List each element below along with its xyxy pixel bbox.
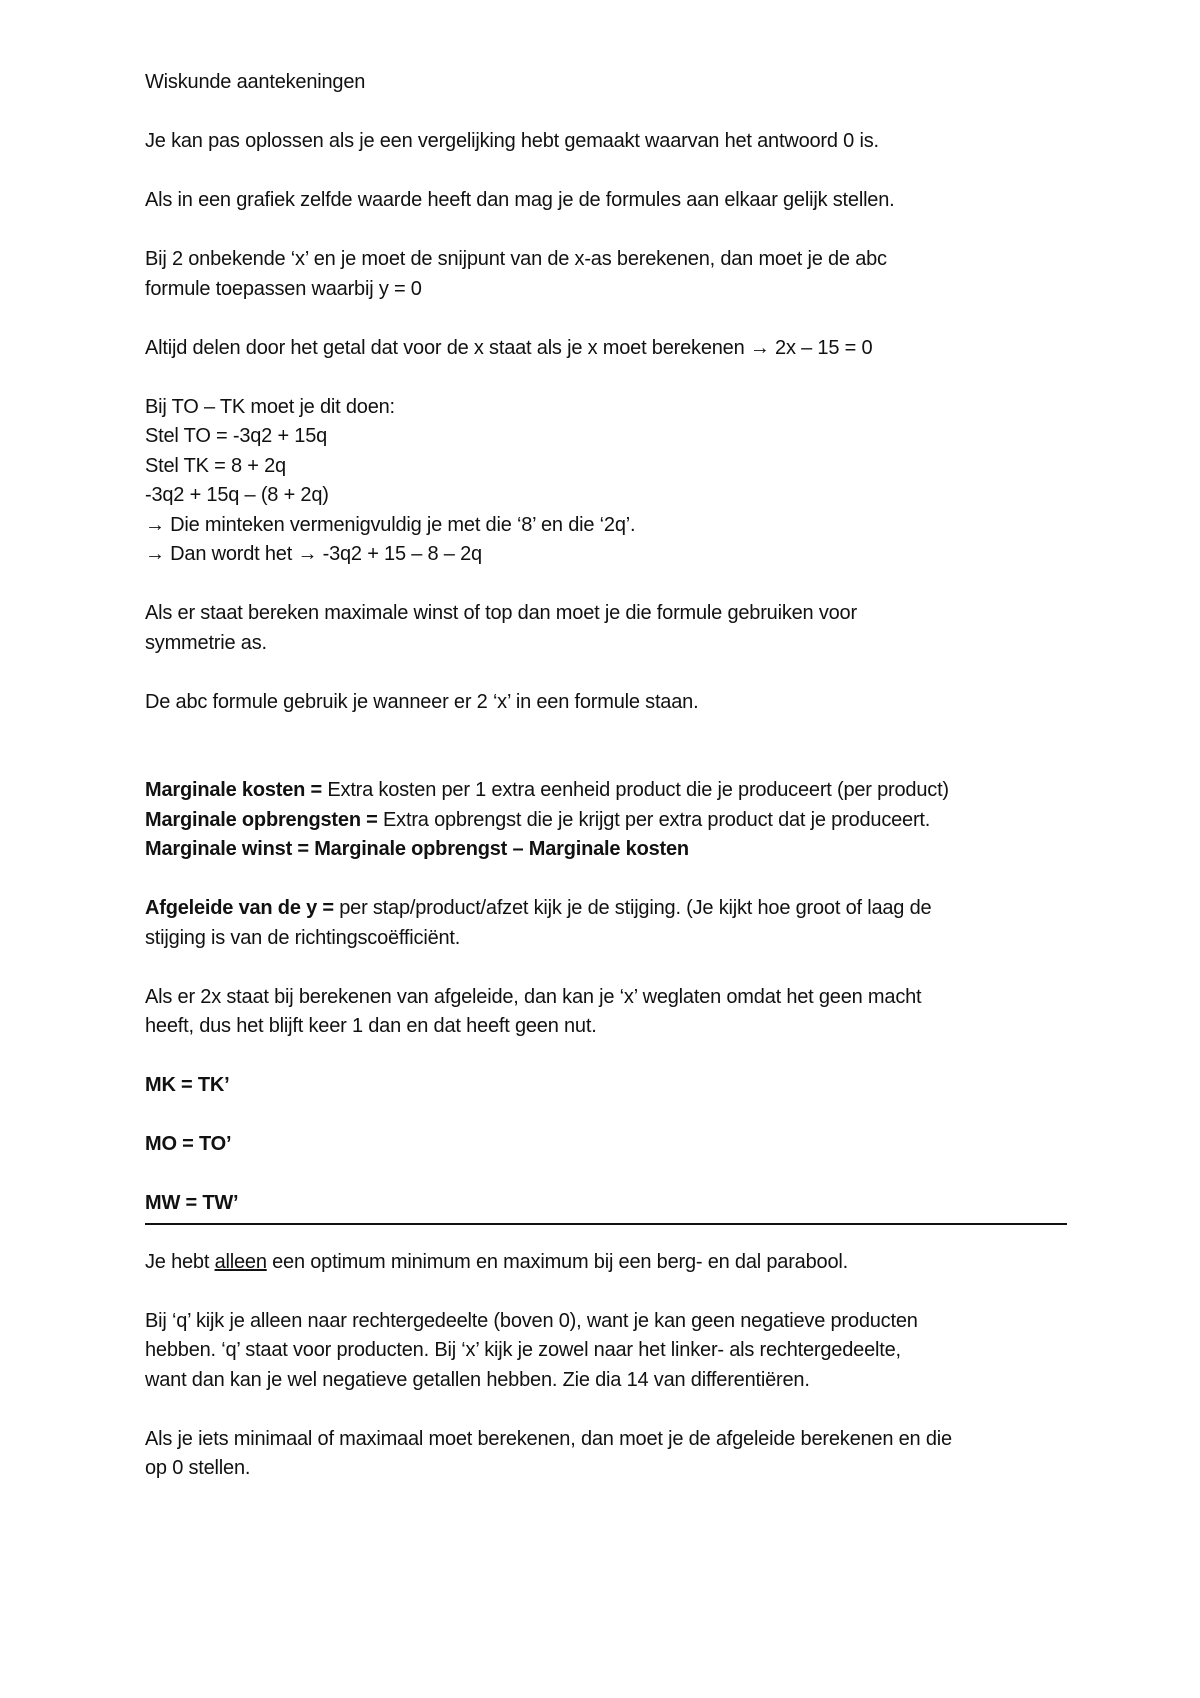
paragraph-5-line-1: Bij TO – TK moet je dit doen: <box>145 395 395 418</box>
definition-marginal-revenue-text: Extra opbrengst die je krijgt per extra product dat je produceert. <box>383 808 931 831</box>
definition-derivative-text-1: per stap/product/afzet kijk je de stijging. (Je kijkt hoe groot of laag de <box>339 897 932 919</box>
formula-mo <box>145 1130 1075 1160</box>
paragraph-8 <box>145 983 1075 1042</box>
paragraph-3-line-2: formule toepassen waarbij y = 0 <box>145 277 422 300</box>
paragraph-2 <box>145 186 1075 216</box>
paragraph-4 <box>145 334 1075 364</box>
definition-marginal-revenue <box>145 806 1075 836</box>
paragraph-5-line-3: Stel TK = 8 + 2q <box>145 454 286 477</box>
paragraph-5-line-5-text: Die minteken vermenigvuldig je met die ‘8’ en die ‘2q’. <box>164 513 636 536</box>
paragraph-9-underlined: alleen <box>214 1250 267 1273</box>
paragraph-8-line-2: heeft, dus het blijft keer 1 dan en dat heeft geen nut. <box>145 1015 597 1037</box>
paragraph-10-line-1: Bij ‘q’ kijk je alleen naar rechtergedeelte (boven 0), want je kan geen negatieve producten <box>145 1309 918 1332</box>
paragraph-11-line-2: op 0 stellen. <box>145 1457 251 1479</box>
definition-marginal-costs-text: Extra kosten per 1 extra eenheid product die je produceert (per product) <box>327 779 949 801</box>
paragraph-6-line-1: Als er staat bereken maximale winst of top dan moet je die formule gebruiken voor <box>145 602 857 624</box>
paragraph-5-line-5 <box>145 511 1075 541</box>
paragraph-1-text: Je kan pas oplossen als je een vergelijking hebt gemaakt waarvan het antwoord 0 is. <box>145 130 879 152</box>
arrow-right-icon: → <box>297 543 318 565</box>
arrow-right-icon: → <box>145 543 165 565</box>
definition-derivative-term: Afgeleide van de y = <box>145 897 340 919</box>
formula-mk-text: MK = TK’ <box>145 1074 230 1096</box>
paragraph-4-text: Altijd delen door het getal dat voor de x staat als je x moet berekenen <box>145 336 750 359</box>
definition-derivative <box>145 894 1075 953</box>
paragraph-3-line-1: Bij 2 onbekende ‘x’ en je moet de snijpunt van de x-as berekenen, dan moet je de abc <box>145 248 887 270</box>
arrow-right-icon: → <box>145 513 165 536</box>
paragraph-5-line-4: -3q2 + 15q – (8 + 2q) <box>145 484 329 506</box>
paragraph-10-line-3: want dan kan je wel negatieve getallen hebben. Zie dia 14 van differentiëren. <box>145 1368 810 1391</box>
paragraph-9-text-b: een optimum minimum en maximum bij een berg- en dal parabool. <box>266 1250 848 1273</box>
paragraph-11-line-1: Als je iets minimaal of maximaal moet berekenen, dan moet je de afgeleide berekenen en die <box>145 1427 952 1450</box>
horizontal-divider <box>145 1223 1067 1225</box>
formula-mw <box>145 1189 1075 1219</box>
paragraph-9 <box>145 1248 1075 1278</box>
paragraph-5-line-6 <box>145 540 1075 570</box>
paragraph-3 <box>145 245 1075 304</box>
paragraph-10 <box>145 1307 1075 1396</box>
paragraph-10-line-2: hebben. ‘q’ staat voor producten. Bij ‘x’ kijk je zowel naar het linker- als rechtergedeelte, <box>145 1339 901 1361</box>
definition-marginal-costs-term: Marginale kosten = <box>145 779 328 801</box>
title-text: Wiskunde aantekeningen <box>145 71 366 93</box>
definition-marginal-revenue-term: Marginale opbrengsten = <box>145 808 384 831</box>
paragraph-7-text: De abc formule gebruik je wanneer er 2 ‘x’ in een formule staan. <box>145 690 699 713</box>
paragraph-11 <box>145 1425 1075 1484</box>
definition-derivative-line-1 <box>145 894 1075 924</box>
arrow-right-icon: → <box>749 336 770 359</box>
paragraph-5 <box>145 393 1075 570</box>
paragraph-1 <box>145 127 1075 157</box>
paragraph-2-text: Als in een grafiek zelfde waarde heeft dan mag je de formules aan elkaar gelijk stellen. <box>145 189 895 211</box>
definition-marginal-profit: Marginale winst = Marginale opbrengst – Marginale kosten <box>145 838 689 860</box>
paragraph-9-line <box>145 1248 1075 1278</box>
paragraph-8-line-1: Als er 2x staat bij berekenen van afgeleide, dan kan je ‘x’ weglaten omdat het geen macht <box>145 985 922 1008</box>
paragraph-5-line-6-text-b: -3q2 + 15 – 8 – 2q <box>317 543 482 565</box>
definitions-block <box>145 776 1075 865</box>
paragraph-6-line-2: symmetrie as. <box>145 631 267 654</box>
paragraph-4-line <box>145 334 1075 364</box>
formula-mw-text: MW = TW’ <box>145 1192 239 1214</box>
document-body <box>145 68 1075 1513</box>
paragraph-6 <box>145 599 1075 658</box>
formula-mk <box>145 1071 1075 1101</box>
definition-derivative-line-2: stijging is van de richtingscoëfficiënt. <box>145 926 461 949</box>
formula-mo-text: MO = TO’ <box>145 1133 232 1155</box>
paragraph-5-line-2: Stel TO = -3q2 + 15q <box>145 425 328 447</box>
document-title <box>145 68 1075 98</box>
paragraph-7 <box>145 688 1075 718</box>
paragraph-9-text-a: Je hebt <box>145 1250 215 1273</box>
paragraph-4-formula: 2x – 15 = 0 <box>769 336 873 359</box>
paragraph-5-line-6-text-a: Dan wordt het <box>164 543 298 565</box>
definition-marginal-costs <box>145 776 1075 806</box>
